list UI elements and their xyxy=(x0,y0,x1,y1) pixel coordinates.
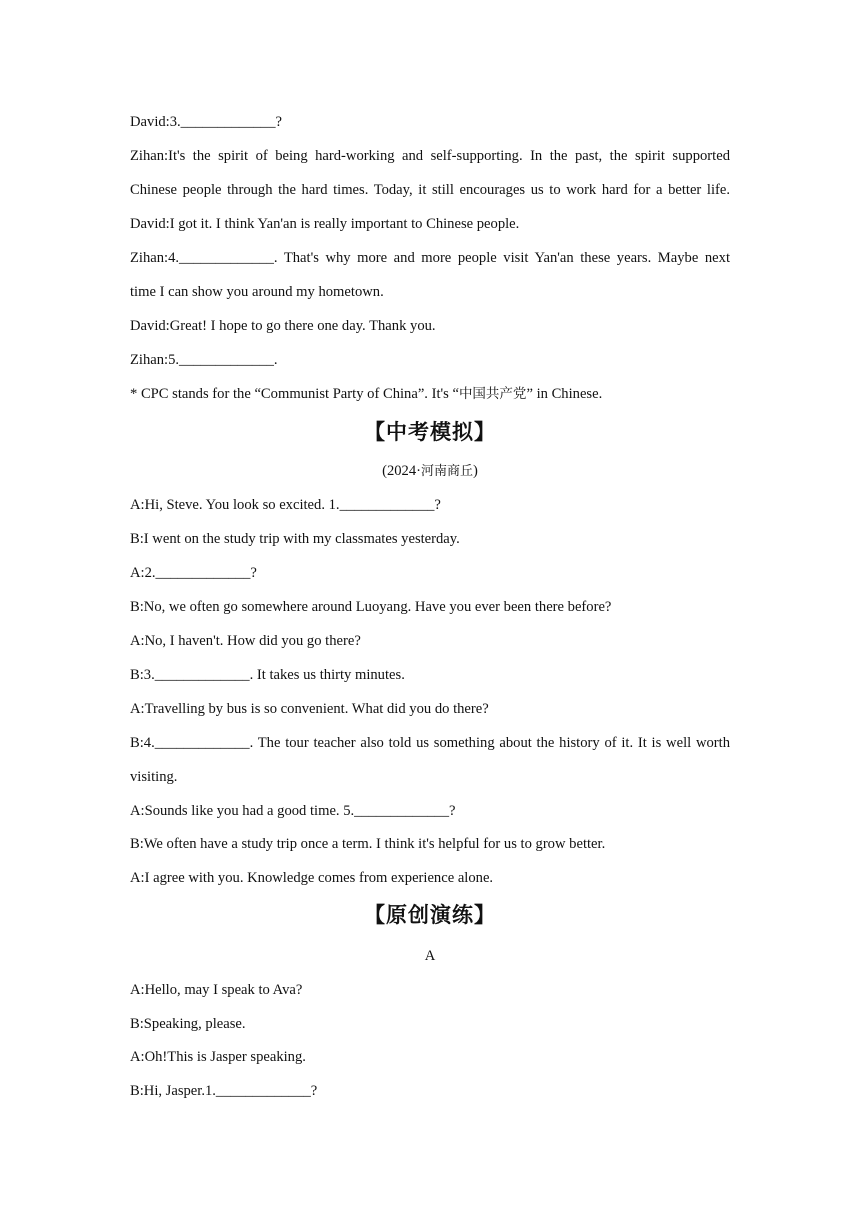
footnote-chinese-term: 中国共产党 xyxy=(458,386,527,402)
subsection-label: A xyxy=(424,948,436,964)
dialogue-line: David:I got it. I think Yan'an is really important to Chinese people. xyxy=(130,216,520,232)
dialogue-line: B:Hi, Jasper.1._____________? xyxy=(130,1083,318,1099)
footnote-text-end: ” in Chinese. xyxy=(526,386,603,402)
dialogue-line: time I can show you around my hometown. xyxy=(130,284,384,300)
section-heading: 【原创演练】 xyxy=(364,903,496,927)
dialogue-line: A:Sounds like you had a good time. 5._____________? xyxy=(130,803,456,819)
dialogue-line: A:I agree with you. Knowledge comes from experience alone. xyxy=(130,870,494,886)
dialogue-line: Zihan:5._____________. xyxy=(130,352,278,368)
source-note xyxy=(0,461,860,482)
dialogue-line: A:2._____________? xyxy=(130,565,257,581)
dialogue-line: Chinese people through the hard times. Today, it still encourages us to work hard for a better life. xyxy=(130,182,730,198)
dialogue-line: A:Travelling by bus is so convenient. What did you do there? xyxy=(130,701,489,717)
dialogue-line: David:3._____________? xyxy=(130,114,283,130)
dialogue-line: B:4._____________. The tour teacher also told us something about the history of it. It is well worth xyxy=(130,735,730,751)
dialogue-line: Zihan:It's the spirit of being hard-working and self-supporting. In the past, the spirit supported xyxy=(130,148,730,164)
dialogue-line: B:We often have a study trip once a term. I think it's helpful for us to grow better. xyxy=(130,836,606,852)
dialogue-line: B:3._____________. It takes us thirty minutes. xyxy=(130,667,405,683)
dialogue-line: David:Great! I hope to go there one day. Thank you. xyxy=(130,318,436,334)
dialogue-line: A:No, I haven't. How did you go there? xyxy=(130,633,361,649)
source-open: (2024· xyxy=(382,463,422,479)
dialogue-line: B:Speaking, please. xyxy=(130,1016,246,1032)
source-close: ) xyxy=(473,463,478,479)
dialogue-line: Zihan:4._____________. That's why more and more people visit Yan'an these years. Maybe next xyxy=(130,250,730,266)
dialogue-line: A:Hi, Steve. You look so excited. 1._____________? xyxy=(130,497,441,513)
footnote-text: * CPC stands for the “Communist Party of China”. It's “ xyxy=(130,386,459,402)
dialogue-line: visiting. xyxy=(130,769,178,785)
section-heading: 【中考模拟】 xyxy=(364,420,496,444)
dialogue-line: B:No, we often go somewhere around Luoyang. Have you ever been there before? xyxy=(130,599,612,615)
dialogue-line: B:I went on the study trip with my classmates yesterday. xyxy=(130,531,460,547)
source-place: 河南商丘 xyxy=(421,464,474,479)
dialogue-line: A:Oh!This is Jasper speaking. xyxy=(130,1049,306,1065)
footnote xyxy=(130,384,730,404)
dialogue-line: A:Hello, may I speak to Ava? xyxy=(130,982,303,998)
